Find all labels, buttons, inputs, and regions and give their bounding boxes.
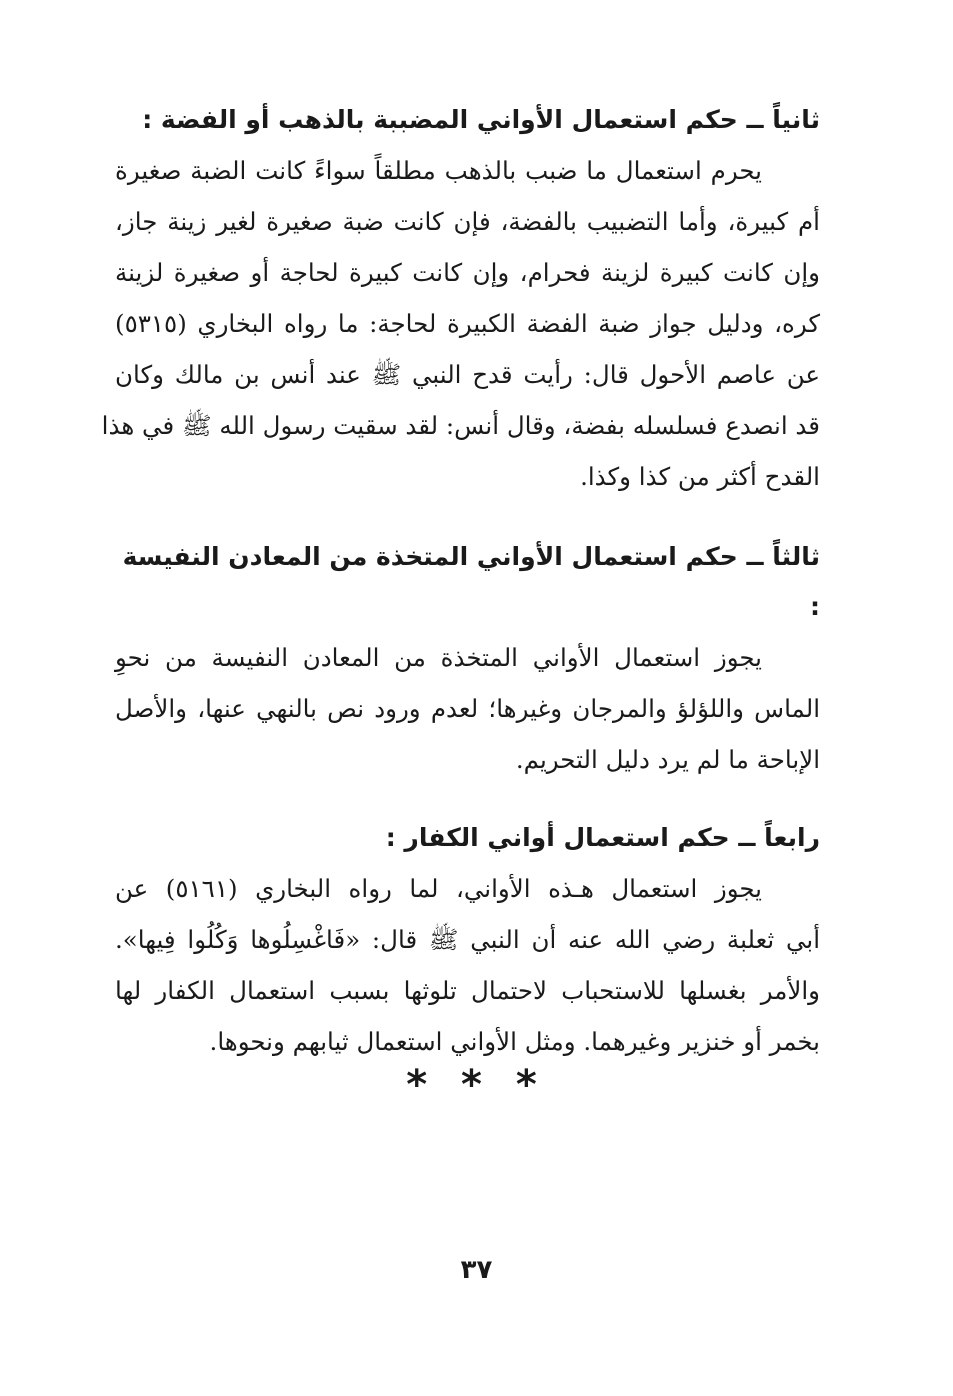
section-heading-4: رابعاً ــ حكم استعمال أواني الكفار : xyxy=(385,823,820,852)
paragraph-line: عن عاصم الأحول قال: رأيت قدح النبي ﷺ عند أنس بن مالك وكان xyxy=(115,360,820,389)
page-number: ٣٧ xyxy=(460,1255,493,1285)
paragraph-line: يجوز استعمال الأواني المتخذة من المعادن النفيسة من نحوِ xyxy=(115,643,762,672)
paragraph-line: قد انصدع فسلسله بفضة، وقال أنس: لقد سقيت رسول الله ﷺ في هذا xyxy=(101,411,820,440)
section-separator: * * * xyxy=(406,1062,547,1108)
paragraph-line: يحرم استعمال ما ضبب بالذهب مطلقاً سواءً كانت الضبة صغيرة xyxy=(115,156,762,185)
paragraph-line: الإباحة ما لم يرد دليل التحريم. xyxy=(515,745,820,774)
paragraph-line: الماس واللؤلؤ والمرجان وغيرها؛ لعدم ورود نص بالنهي عنها، والأصل xyxy=(115,694,820,723)
paragraph-line: أبي ثعلبة رضي الله عنه أن النبي ﷺ قال: «فَاغْسِلُوها وَكُلُوا فِيها». xyxy=(115,925,820,954)
section-heading-2: ثانياً ــ حكم استعمال الأواني المضببة بالذهب أو الفضة : xyxy=(142,105,820,134)
section-heading-3: ثالثاً ــ حكم استعمال الأواني المتخذة من المعادن النفيسة : xyxy=(122,542,820,621)
section-paragraph-4 xyxy=(115,863,820,1067)
paragraph-line: والأمر بغسلها للاستحباب لاحتمال تلوثها بسبب استعمال الكفار لها xyxy=(115,976,820,1005)
paragraph-line: القدح أكثر من كذا وكذا. xyxy=(580,462,820,491)
paragraph-line: وإن كانت كبيرة لزينة فحرام، وإن كانت كبيرة لحاجة أو صغيرة لزينة xyxy=(115,258,820,287)
paragraph-line: يجوز استعمال هـذه الأواني، لما رواه البخاري (٥١٦١) عن xyxy=(115,874,762,903)
section-paragraph-2 xyxy=(101,145,820,502)
paragraph-line: كره، ودليل جواز ضبة الفضة الكبيرة لحاجة: ما رواه البخاري (٥٣١٥) xyxy=(115,309,820,338)
paragraph-line: أم كبيرة، وأما التضبيب بالفضة، فإن كانت ضبة صغيرة لغير زينة جاز، xyxy=(115,207,820,236)
section-paragraph-3 xyxy=(115,632,820,785)
paragraph-line: بخمر أو خنزير وغيرهما. ومثل الأواني استعمال ثيابهم ونحوها. xyxy=(209,1027,820,1056)
page-body xyxy=(101,95,820,1067)
